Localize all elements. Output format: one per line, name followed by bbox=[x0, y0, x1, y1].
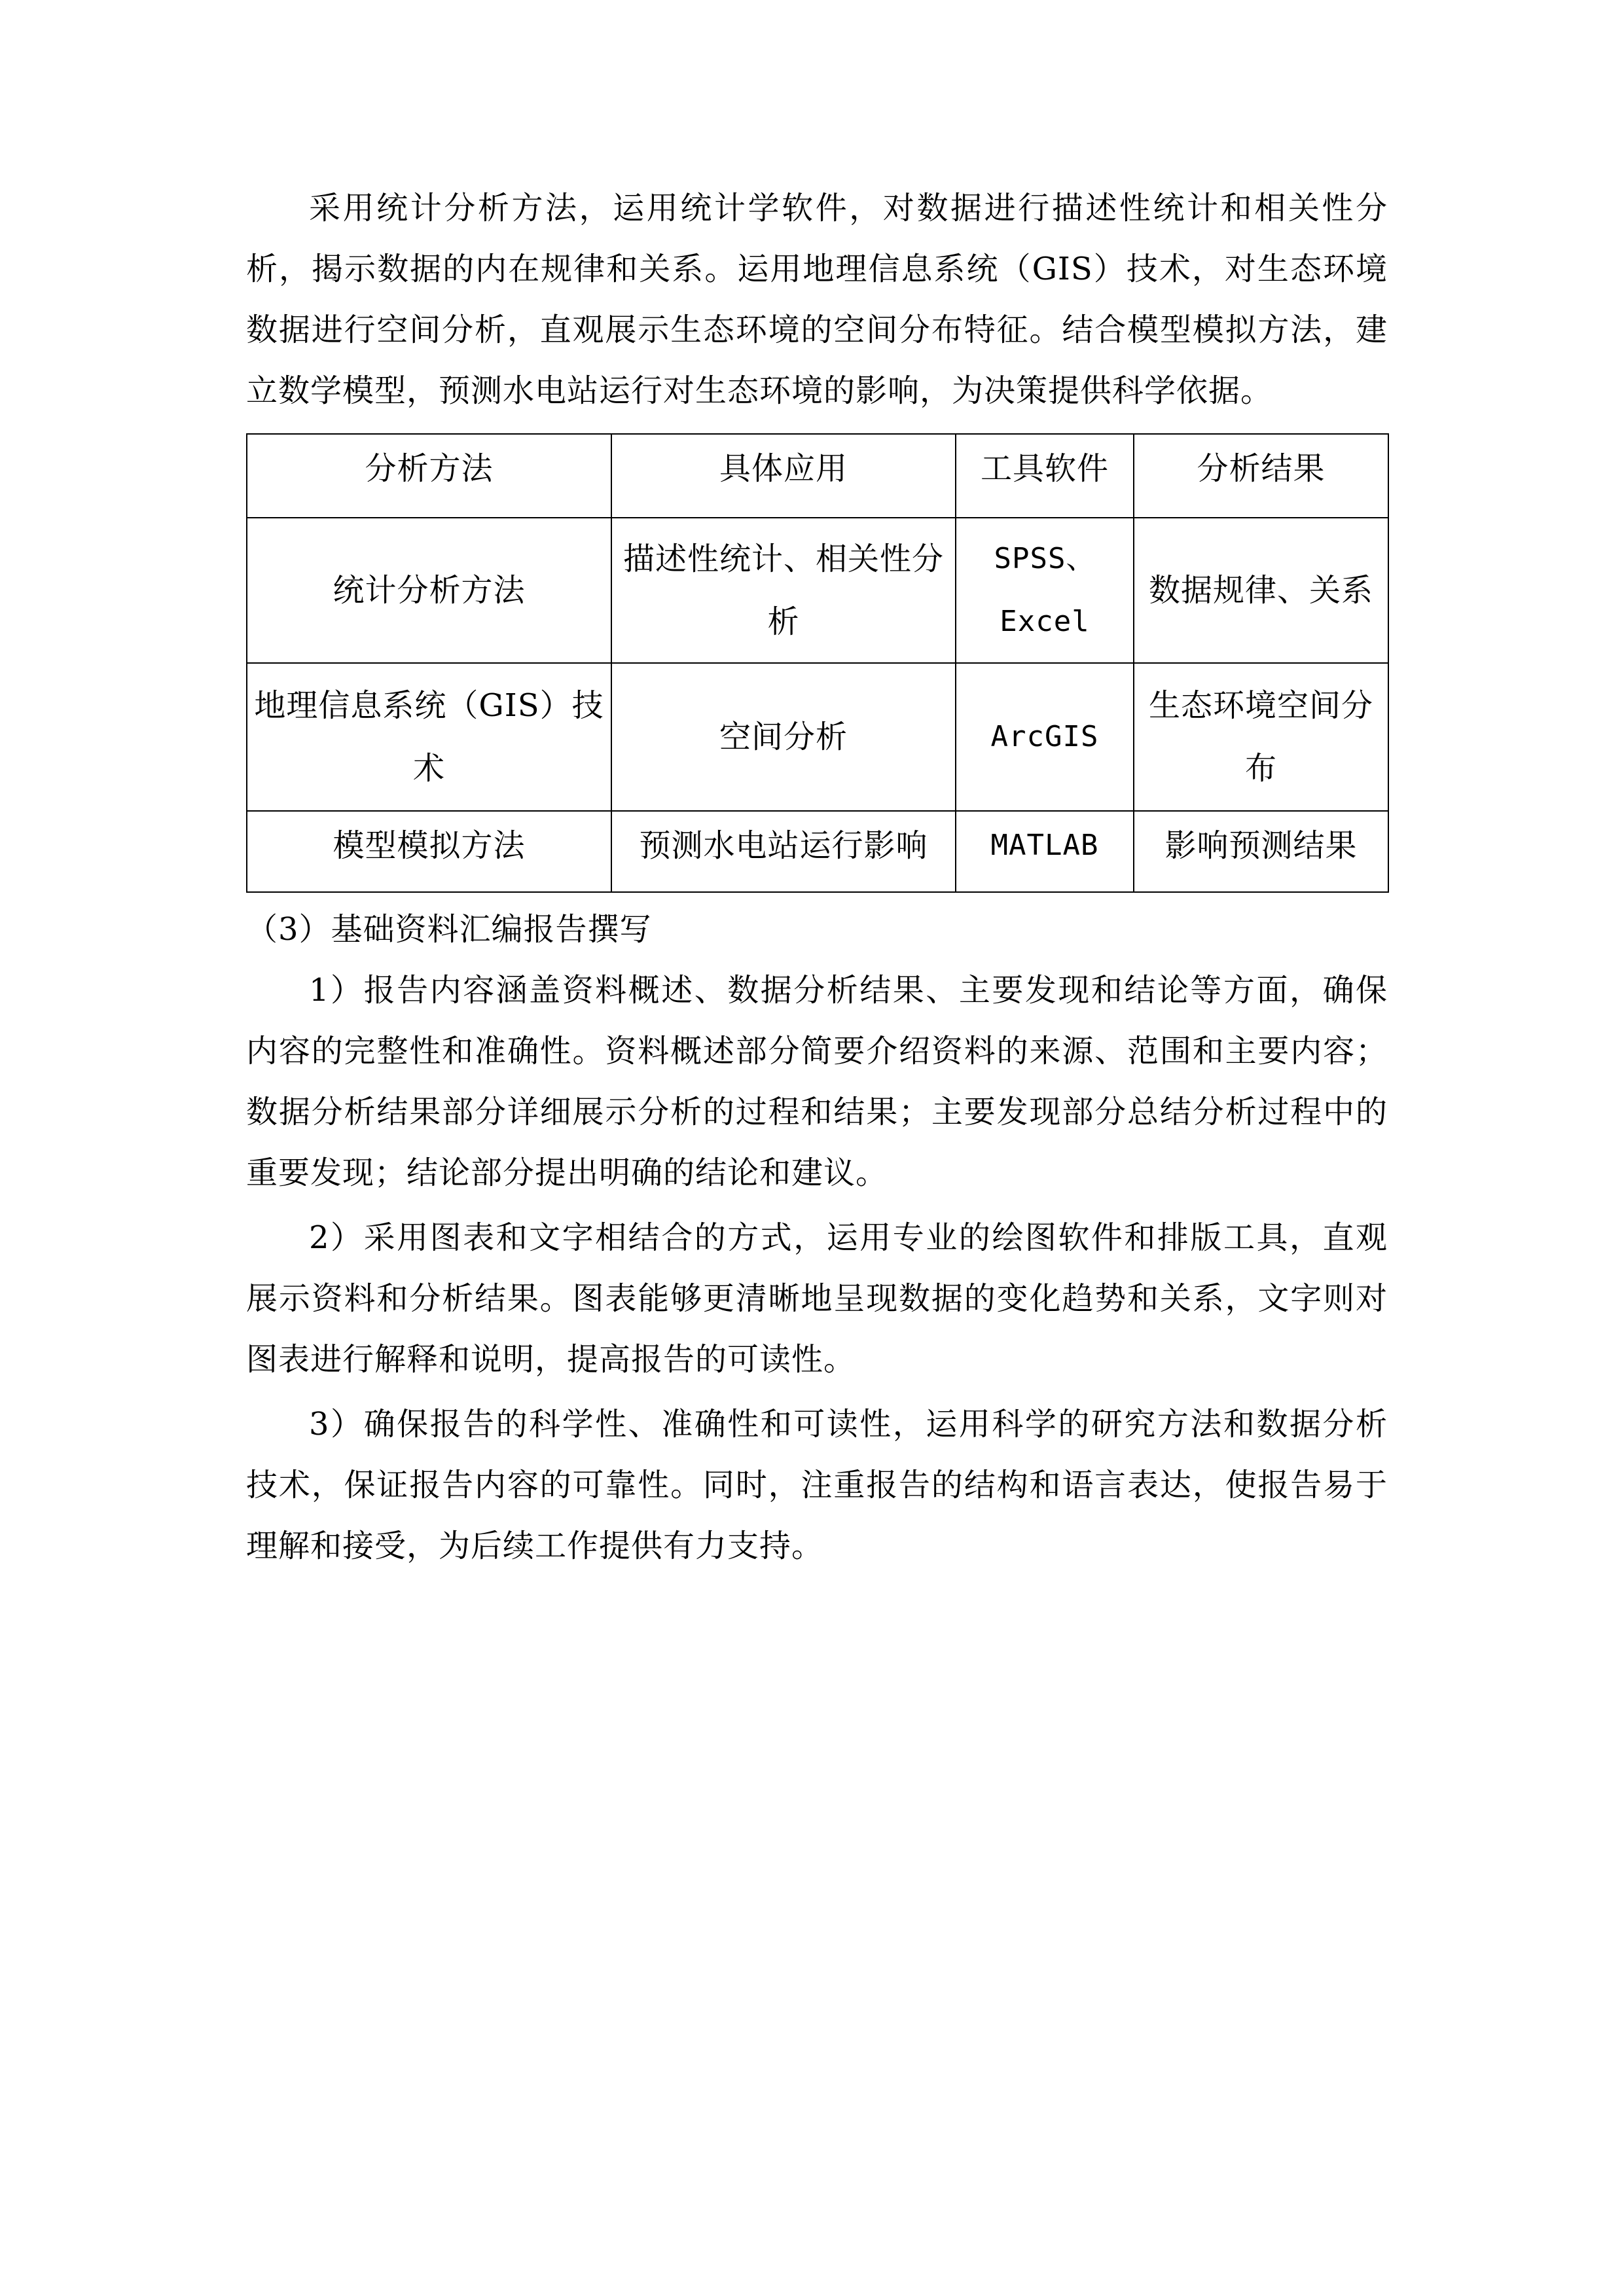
table-cell: 生态环境空间分布 bbox=[1134, 663, 1388, 811]
table-header-cell: 具体应用 bbox=[611, 434, 956, 518]
analysis-methods-table bbox=[246, 433, 1389, 893]
table-cell: 影响预测结果 bbox=[1134, 811, 1388, 892]
table-cell: ArcGIS bbox=[956, 663, 1134, 811]
section-heading: （3）基础资料汇编报告撰写 bbox=[246, 911, 652, 948]
table-row bbox=[247, 811, 1388, 892]
table-cell: 空间分析 bbox=[611, 663, 956, 811]
document-page bbox=[246, 178, 1388, 1577]
table-cell: 地理信息系统（GIS）技术 bbox=[247, 663, 611, 811]
table-header-cell: 工具软件 bbox=[956, 434, 1134, 518]
table-header-row bbox=[247, 434, 1388, 518]
section-item-1: 1）报告内容涵盖资料概述、数据分析结果、主要发现和结论等方面，确保内容的完整性和准确性。资料概述部分简要介绍资料的来源、范围和主要内容；数据分析结果部分详细展示分析的过程和结果；主要发现部分总结分析过程中的重要发现；结论部分提出明确的结论和建议。 bbox=[246, 972, 1388, 1191]
table-row bbox=[247, 663, 1388, 811]
section-item-2: 2）采用图表和文字相结合的方式，运用专业的绘图软件和排版工具，直观展示资料和分析结果。图表能够更清晰地呈现数据的变化趋势和关系，文字则对图表进行解释和说明，提高报告的可读性。 bbox=[246, 1219, 1388, 1378]
section-item-3: 3）确保报告的科学性、准确性和可读性，运用科学的研究方法和数据分析技术，保证报告内容的可靠性。同时，注重报告的结构和语言表达，使报告易于理解和接受，为后续工作提供有力支持。 bbox=[246, 1406, 1388, 1564]
table-cell: MATLAB bbox=[956, 811, 1134, 892]
table-cell: SPSS、Excel bbox=[956, 518, 1134, 663]
table-cell: 预测水电站运行影响 bbox=[611, 811, 956, 892]
table-cell: 数据规律、关系 bbox=[1134, 518, 1388, 663]
table-row bbox=[247, 518, 1388, 663]
table-cell: 模型模拟方法 bbox=[247, 811, 611, 892]
intro-paragraph: 采用统计分析方法，运用统计学软件，对数据进行描述性统计和相关性分析，揭示数据的内在规律和关系。运用地理信息系统（GIS）技术，对生态环境数据进行空间分析，直观展示生态环境的空间分布特征。结合模型模拟方法，建立数学模型，预测水电站运行对生态环境的影响，为决策提供科学依据。 bbox=[246, 190, 1388, 409]
table-cell: 描述性统计、相关性分析 bbox=[611, 518, 956, 663]
table-cell: 统计分析方法 bbox=[247, 518, 611, 663]
table-header-cell: 分析方法 bbox=[247, 434, 611, 518]
table-header-cell: 分析结果 bbox=[1134, 434, 1388, 518]
